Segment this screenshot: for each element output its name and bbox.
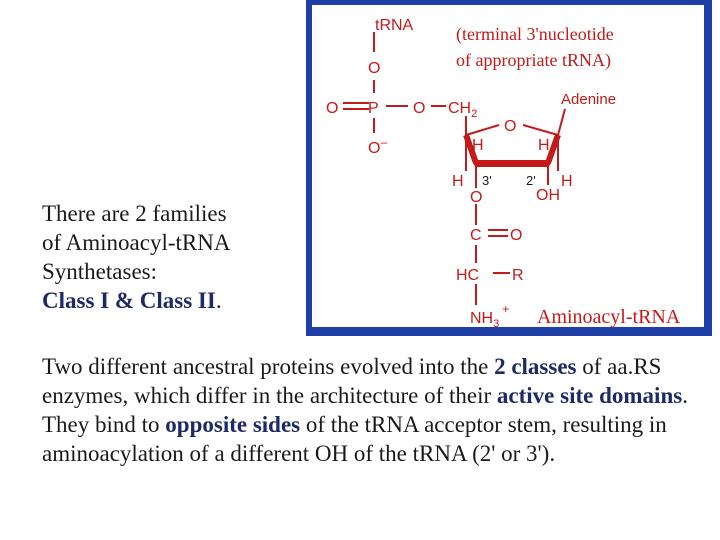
atom-o-double: O [326, 100, 339, 117]
atom-o-minus [368, 135, 387, 157]
aminoacyl-trna-label: Aminoacyl-tRNA [537, 306, 681, 327]
atom-o-ester: O [470, 189, 483, 206]
intro-period: . [215, 288, 222, 313]
annotation-line-2: of appropriate tRNA) [456, 50, 611, 70]
intro-line-3: Synthetases: [42, 259, 157, 284]
para-emph-2-classes: 2 classes [494, 354, 577, 379]
atom-o-minus-text: O [368, 140, 381, 157]
para-emph-active-site: active site domains [496, 383, 683, 408]
label-2-prime: 2' [526, 173, 536, 188]
atom-p: P [368, 100, 379, 117]
atom-minus-sign: – [380, 135, 388, 149]
atom-nh-sub: 3 [493, 318, 500, 327]
label-3-prime: 3' [482, 173, 492, 188]
para-text-1: Two different ancestral proteins evolved into the [42, 354, 495, 379]
atom-oh: OH [536, 187, 560, 204]
figure-canvas [312, 5, 704, 327]
intro-line-4 [42, 286, 302, 315]
structure-diagram [312, 5, 704, 327]
intro-text [42, 199, 302, 315]
class-names: Class I & Class II [42, 288, 216, 313]
annotation-line-1: (terminal 3'nucleotide [456, 24, 614, 44]
atom-nh-text: NH [470, 310, 494, 327]
para-text-2: of aa.RS enzymes, which differ in the architecture of their [42, 354, 662, 408]
atom-ch-text: CH [448, 100, 472, 117]
trna-label: tRNA [375, 17, 414, 34]
atom-h-left: H [472, 137, 484, 154]
atom-r: R [512, 267, 524, 284]
atom-h-3: H [452, 173, 464, 190]
bond-c1-adenine [558, 109, 565, 135]
atom-o-ring: O [504, 118, 517, 135]
body-paragraph [42, 352, 702, 468]
para-text-3: . They bind to [42, 383, 688, 437]
atom-h-2: H [561, 173, 573, 190]
bond-c4-oring [466, 125, 499, 135]
atom-o-carbonyl: O [510, 227, 523, 244]
intro-line-2: of Aminoacyl-tRNA [42, 230, 231, 255]
para-text-4: of the tRNA acceptor stem, resulting in aminoacylation of a different OH of the tRNA (2' or 3'). [42, 412, 667, 466]
bond-oring-c1 [523, 125, 558, 135]
atom-nh3 [470, 302, 509, 327]
para-emph-opposite-sides: opposite sides [165, 412, 301, 437]
atom-ch-sub: 2 [471, 108, 478, 120]
atom-plus-sign: + [502, 302, 510, 316]
atom-o-link: O [413, 100, 426, 117]
atom-hc: HC [456, 267, 480, 284]
atom-o-top: O [368, 60, 381, 77]
aminoacyl-trna-figure [306, 0, 712, 336]
intro-line-1: There are 2 families [42, 201, 227, 226]
atom-c: C [470, 227, 482, 244]
adenine-label: Adenine [561, 91, 617, 108]
atom-ch2 [448, 100, 477, 120]
atom-h-right: H [538, 137, 550, 154]
